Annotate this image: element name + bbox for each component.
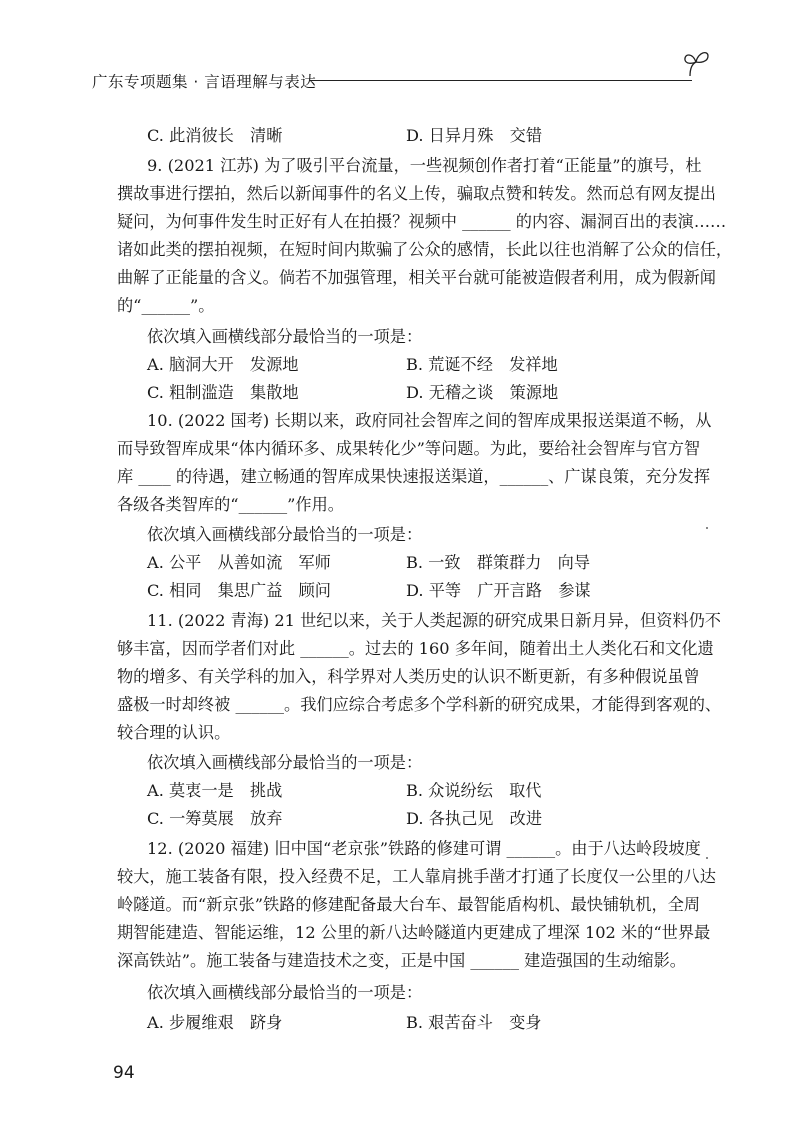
header-title: 广东专项题集 · 言语理解与表达	[92, 73, 317, 91]
q12-line: 12. (2020 福建) 旧中国“老京张”铁路的修建可谓 ______。由于八达岭段坡度	[147, 839, 701, 858]
q10-line: 各级各类智库的“______”作用。	[117, 495, 344, 514]
prev-option-d: D. 日异月殊 交错	[406, 126, 543, 145]
scan-speck	[706, 857, 708, 859]
scan-speck	[706, 527, 708, 529]
q10-option-d: D. 平等 广开言路 参谋	[406, 581, 591, 600]
q10-option-b: B. 一致 群策群力 向导	[406, 553, 591, 572]
prev-option-c: C. 此消彼长 清晰	[147, 126, 283, 145]
q12-option-a: A. 步履维艰 跻身	[147, 1013, 283, 1032]
q12-line: 岭隧道。而“新京张”铁路的修建配备最大台车、最智能盾构机、最快铺轨机，全周	[117, 895, 701, 914]
q11-line: 物的增多、有关学科的加入，科学界对人类历史的认识不断更新，有多种假说虽曾	[117, 667, 700, 686]
q11-line: 盛极一时却终被 ______。我们应综合考虑多个学科新的研究成果，才能得到客观的、	[117, 695, 722, 714]
sprout-icon	[682, 46, 712, 80]
q9-option-d: D. 无稽之谈 策源地	[406, 383, 559, 402]
q11-line: 够丰富，因而学者们对此 ______。过去的 160 多年间，随着出土人类化石和文化遗	[117, 639, 714, 658]
q11-option-d: D. 各执己见 改进	[406, 809, 543, 828]
q10-option-c: C. 相同 集思广益 顾问	[147, 581, 331, 600]
q9-prompt: 依次填入画横线部分最恰当的一项是：	[147, 327, 423, 346]
q11-option-a: A. 莫衷一是 挑战	[147, 781, 283, 800]
q11-option-b: B. 众说纷纭 取代	[406, 781, 542, 800]
q12-line: 较大，施工装备有限，投入经费不足，工人靠肩挑手凿才打通了长度仅一公里的八达	[117, 867, 716, 886]
q9-line: 疑问，为何事件发生时正好有人在拍摄？视频中 ______ 的内容、漏洞百出的表演……	[117, 212, 727, 231]
q11-line: 较合理的认识。	[117, 723, 231, 742]
q10-option-a: A. 公平 从善如流 军师	[147, 553, 331, 572]
q11-prompt: 依次填入画横线部分最恰当的一项是：	[147, 753, 423, 772]
q9-line: 曲解了正能量的含义。倘若不加强管理，相关平台就可能被造假者利用，成为假新闻	[117, 268, 716, 287]
q10-line: 库 ____ 的待遇，建立畅通的智库成果快速报送渠道，______、广谋良策，充分发挥	[117, 467, 711, 486]
q11-line: 11. (2022 青海) 21 世纪以来，关于人类起源的研究成果日新月异，但资料仍不	[147, 611, 721, 630]
header-rule	[310, 80, 692, 81]
q12-option-b: B. 艰苦奋斗 变身	[406, 1013, 542, 1032]
running-header	[92, 58, 722, 92]
q12-line: 深高铁站”。施工装备与建造技术之变，正是中国 ______ 建造强国的生动缩影。	[117, 951, 686, 970]
q12-line: 期智能建造、智能运维，12 公里的新八达岭隧道内更建成了埋深 102 米的“世界最	[117, 923, 711, 942]
q10-prompt: 依次填入画横线部分最恰当的一项是：	[147, 525, 423, 544]
q9-line: 9. (2021 江苏) 为了吸引平台流量，一些视频创作者打着“正能量”的旗号，杜	[147, 156, 702, 175]
q10-line: 而导致智库成果“体内循环多、成果转化少”等问题。为此，要给社会智库与官方智	[117, 439, 701, 458]
q10-line: 10. (2022 国考) 长期以来，政府同社会智库之间的智库成果报送渠道不畅，从	[147, 411, 712, 430]
q12-prompt: 依次填入画横线部分最恰当的一项是：	[147, 983, 423, 1002]
q9-option-c: C. 粗制滥造 集散地	[147, 383, 299, 402]
q9-line: 诸如此类的摆拍视频，在短时间内欺骗了公众的感情，长此以往也消解了公众的信任，	[117, 240, 733, 259]
q9-line: 的“______”。	[117, 296, 215, 315]
q9-option-b: B. 荒诞不经 发祥地	[406, 355, 558, 374]
q9-option-a: A. 脑洞大开 发源地	[147, 355, 299, 374]
q9-line: 撰故事进行摆拍，然后以新闻事件的名义上传，骗取点赞和转发。然而总有网友提出	[117, 184, 716, 203]
page-number: 94	[113, 1063, 135, 1083]
q11-option-c: C. 一筹莫展 放弃	[147, 809, 283, 828]
